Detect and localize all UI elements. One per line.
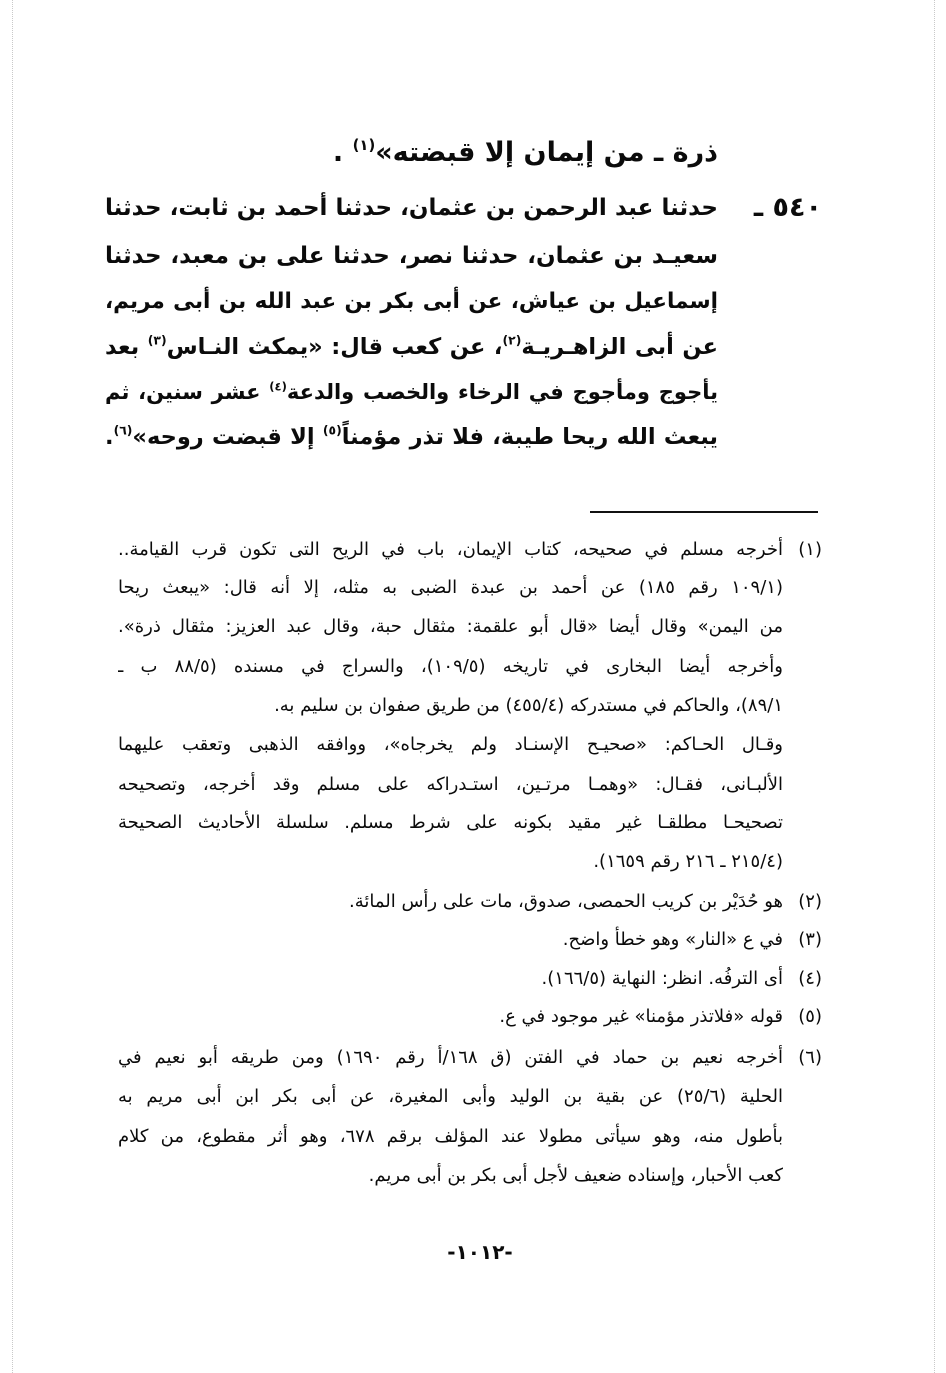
footnote-line: (١٠٩/١ رقم ١٨٥) عن أحمد بن عبدة الضبى به مثله، إلا أنه قال: «يبعث ريحا <box>118 577 783 598</box>
footnote-marker: (١) <box>798 539 822 560</box>
footnote-line: أخرجه نعيم بن حماد في الفتن (ق ١٦٨/أ رقم ١٦٩٠) ومن طريقه أبو نعيم في <box>118 1047 783 1068</box>
footnote-line: وأخرجه أيضا البخارى في تاريخه (١٠٩/٥)، والسراج في مسنده (٨٨/٥ ب ـ <box>118 656 783 677</box>
footnote-line: قوله «فلاتذر مؤمنا» غير موجود في ع. <box>499 1006 783 1027</box>
footnote-line: تصحيحـا مطلقـا غير مقيد بكونه على شرط مسلم. سلسلة الأحاديث الصحيحة <box>118 812 783 833</box>
hadith-number: ٥٤٠ ـ <box>753 192 822 223</box>
footnote-line: هو حُدَيْر بن كريب الحمصى، صدوق، مات على رأس المائة. <box>348 891 783 912</box>
scan-edge-right <box>934 0 935 1373</box>
footnote-marker: (٥) <box>798 1006 822 1027</box>
footnote-line: في ع «النار» وهو خطأ واضح. <box>562 929 783 950</box>
hadith-line: إسماعيل بن عياش، عن أبى بكر بن عبد الله بن أبى مريم، <box>105 289 718 314</box>
footnote-line: الألبـانى، فقـال: «وهمـا مرتـين، استـدراكه على مسلم وقد أخرجه، وتصحيحه <box>118 774 783 795</box>
footnote-reference: (٦) <box>113 423 133 438</box>
footnote-line: ٨٩/١)، والحاكم في مستدركه (٤٥٥/٤) من طريق صفوان بن سليم به. <box>274 695 783 716</box>
footnote-reference: (١) <box>352 135 376 154</box>
footnote-line: (٢١٥/٤ ـ ٢١٦ رقم ١٦٥٩). <box>593 851 783 872</box>
footnote-reference: (٥) <box>322 423 342 438</box>
footnote-line: بأطول منه، وهو سيأتى مطولا عند المؤلف برقم ٦٧٨، وهو أثر مقطوع، من كلام <box>118 1126 783 1147</box>
footnote-marker: (٦) <box>798 1047 822 1068</box>
hadith-line: يبعث الله ريحا طيبة، فلا تذر مؤمناً$^{(٥)}$ إلا قبضت روحه»$^{(٦)}$. <box>105 423 718 450</box>
hadith-line: عن أبى الزاهـريـة$^{(٢)}$، عن كعب قال: «يمكث النـاس$^{(٣)}$ بعد <box>105 333 718 360</box>
hadith-line: حدثنا عبد الرحمن بن عثمان، حدثنا أحمد بن ثابت، حدثنا <box>105 195 718 221</box>
footnote-line: وقـال الحـاكم: «صحيـح الإسنـاد ولم يخرجاه»، ووافقه الذهبى وتعقب عليهما <box>118 734 783 755</box>
footnote-line: من اليمن» وقال أيضا «قال أبو علقمة: مثقال حبة، وقال عبد العزيز: مثقال ذرة». <box>118 616 783 637</box>
continuation-line: ذرة ـ من إيمان إلا قبضته»$^{(١)}$ . <box>332 135 718 168</box>
footnote-marker: (٣) <box>798 929 822 950</box>
hadith-line: يأجوج ومأجوج في الرخاء والخصب والدعة$^{(٤)}$ عشر سنين، ثم <box>105 379 718 404</box>
hadith-line: سعيـد بن عثمان، حدثنا نصر، حدثنا على بن معبد، حدثنا <box>105 243 718 269</box>
footnote-line: كعب الأحبار، وإسناده ضعيف لأجل أبى بكر بن أبى مريم. <box>368 1165 783 1186</box>
footnote-reference: (٢) <box>502 333 522 348</box>
scan-edge-left <box>12 0 13 1373</box>
footnote-separator <box>590 511 818 513</box>
footnote-line: الحلية (٢٥/٦) عن بقية بن الوليد وأبى المغيرة، عن أبى بكر ابن أبى مريم به <box>118 1086 783 1107</box>
footnote-marker: (٢) <box>798 891 822 912</box>
footnote-line: أى الترفُه. انظر: النهاية (١٦٦/٥). <box>541 968 783 989</box>
page-number: -١٠١٢- <box>447 1240 513 1264</box>
footnote-reference: (٣) <box>147 333 167 348</box>
footnote-line: أخرجه مسلم في صحيحه، كتاب الإيمان، باب في الريح التى تكون قرب القيامة.. <box>118 539 783 560</box>
footnote-marker: (٤) <box>798 968 822 989</box>
footnote-reference: (٤) <box>269 379 287 394</box>
